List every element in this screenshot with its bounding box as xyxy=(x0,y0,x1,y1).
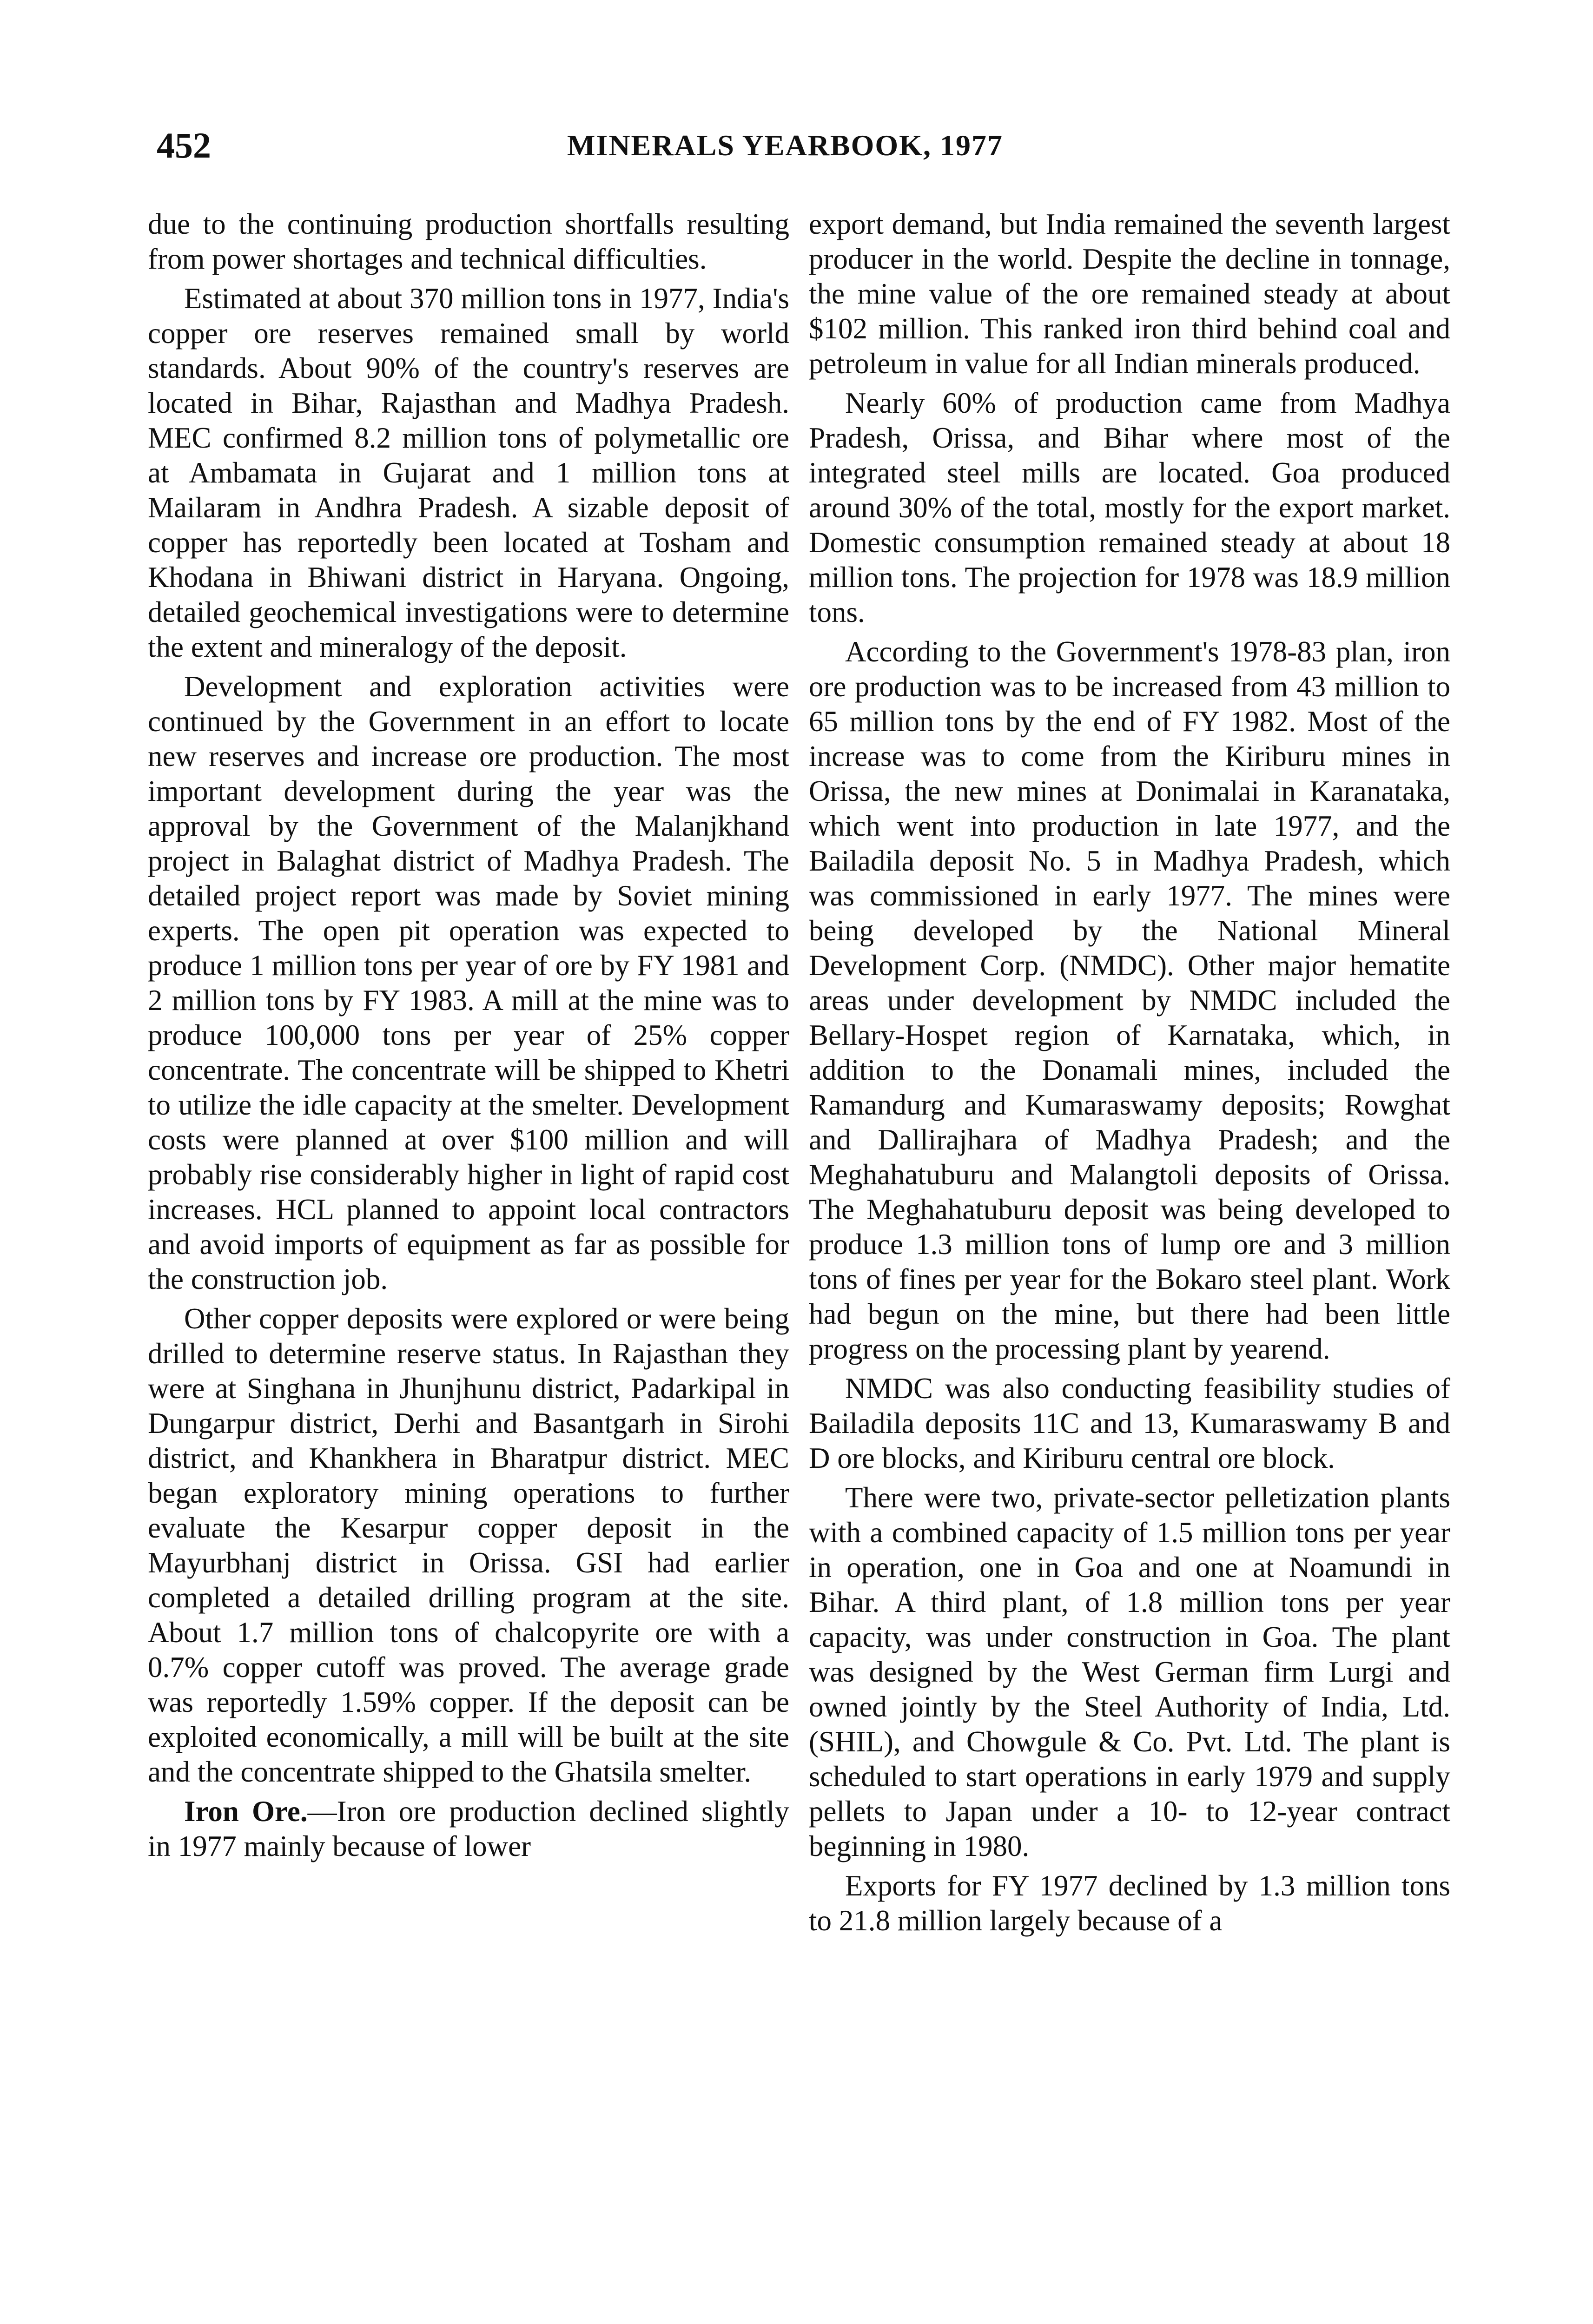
paragraph: export demand, but India remained the seventh largest producer in the world. Despite the decline in tonnage, the mine value of the ore remained steady at about $102 million. This ranked iron third behind coal and petroleum in value for all Indian minerals produced. xyxy=(809,208,1450,380)
page-number: 452 xyxy=(157,125,211,165)
paragraph: Nearly 60% of production came from Madhya Pradesh, Orissa, and Bihar where most of the integrated steel mills are located. Goa produced around 30% of the total, mostly for the export market. Domestic consumption remained steady at about 18 million tons. The projection for 1978 was 18.9 million tons. xyxy=(809,387,1450,628)
paragraph: There were two, private-sector pelletization plants with a combined capacity of 1.5 million tons per year in operation, one in Goa and one at Noamundi in Bihar. A third plant, of 1.8 million tons per year capacity, was under construction in Goa. The plant was designed by the West German firm Lurgi and owned jointly by the Steel Authority of India, Ltd. (SHIL), and Chowgule & Co. Pvt. Ltd. The plant is scheduled to start operations in early 1979 and supply pellets to Japan under a 10- to 12-year contract beginning in 1980. xyxy=(809,1481,1450,1862)
paragraph: due to the continuing production shortfalls resulting from power shortages and technical difficulties. xyxy=(148,208,789,275)
left-column xyxy=(148,207,789,1868)
paragraph-text: —Iron ore production declined slightly in 1977 mainly because of lower xyxy=(148,1795,790,1862)
paragraph: Exports for FY 1977 declined by 1.3 million tons to 21.8 million largely because of a xyxy=(809,1869,1450,1937)
paragraph: NMDC was also conducting feasibility studies of Bailadila deposits 11C and 13, Kumaraswamy B and D ore blocks, and Kiriburu central ore block. xyxy=(809,1372,1450,1474)
paragraph: Other copper deposits were explored or were being drilled to determine reserve status. In Rajasthan they were at Singhana in Jhunjhunu district, Padarkipal in Dungarpur district, Derhi and Basantgarh in Sirohi district, and Khankhera in Bharatpur district. MEC began exploratory mining operations to further evaluate the Kesarpur copper deposit in the Mayurbhanj district in Orissa. GSI had earlier completed a detailed drilling program at the site. About 1.7 million tons of chalcopyrite ore with a 0.7% copper cutoff was proved. The average grade was reportedly 1.59% copper. If the deposit can be exploited economically, a mill will be built at the site and the concentrate shipped to the Ghatsila smelter. xyxy=(148,1302,789,1788)
paragraph: Development and exploration activities were continued by the Government in an effort to locate new reserves and increase ore production. The most important development during the year was the approval by the Government of the Malanjkhand project in Balaghat district of Madhya Pradesh. The detailed project report was made by Soviet mining experts. The open pit operation was expected to produce 1 million tons per year of ore by FY 1981 and 2 million tons by FY 1983. A mill at the mine was to produce 100,000 tons per year of 25% copper concentrate. The concentrate will be shipped to Khetri to utilize the idle capacity at the smelter. Development costs were planned at over $100 million and will probably rise considerably higher in light of rapid cost increases. HCL planned to appoint local contractors and avoid imports of equipment as far as possible for the construction job. xyxy=(148,670,789,1295)
paragraph: According to the Government's 1978-83 plan, iron ore production was to be increased from 43 million to 65 million tons by the end of FY 1982. Most of the increase was to come from the Kiriburu mines in Orissa, the new mines at Donimalai in Karanataka, which went into production in late 1977, and the Bailadila deposit No. 5 in Madhya Pradesh, which was commissioned in early 1977. The mines were being developed by the National Mineral Development Corp. (NMDC). Other major hematite areas under development by NMDC included the Bellary-Hospet region of Karnataka, which, in addition to the Donamali mines, included the Ramandurg and Kumaraswamy deposits; Rowghat and Dallirajhara of Madhya Pradesh; and the Meghahatuburu and Malangtoli deposits of Orissa. The Meghahatuburu deposit was being developed to produce 1.3 million tons of lump ore and 3 million tons of fines per year for the Bokaro steel plant. Work had begun on the mine, but there had been little progress on the processing plant by yearend. xyxy=(809,635,1450,1365)
paragraph: Estimated at about 370 million tons in 1977, India's copper ore reserves remained small by world standards. About 90% of the country's reserves are located in Bihar, Rajasthan and Madhya Pradesh. MEC confirmed 8.2 million tons of polymetallic ore at Ambamata in Gujarat and 1 million tons at Mailaram in Andhra Pradesh. A sizable deposit of copper has reportedly been located at Tosham and Khodana in Bhiwani district in Haryana. Ongoing, detailed geochemical investigations were to determine the extent and mineralogy of the deposit. xyxy=(148,282,789,663)
paragraph xyxy=(148,1794,789,1864)
running-head: MINERALS YEARBOOK, 1977 xyxy=(567,129,1003,162)
right-column xyxy=(809,207,1450,1943)
section-heading-iron-ore: Iron Ore. xyxy=(184,1795,308,1828)
